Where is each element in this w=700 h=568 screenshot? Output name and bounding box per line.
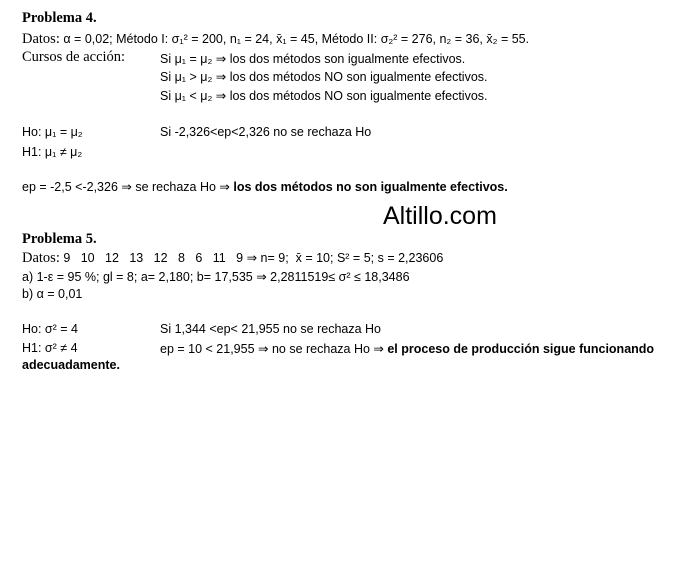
data-label: Datos: <box>22 250 60 266</box>
part-a: a) 1-ε = 95 %; gl = 8; a= 2,180; b= 17,535 ⇒ 2,2811519≤ σ² ≤ 18,3486 <box>22 270 410 284</box>
decision-rule: Si 1,344 <ep< 21,955 no se rechaza Ho <box>160 322 381 336</box>
test-statistic-result <box>22 179 508 194</box>
courses-of-action-label: Cursos de acción: <box>22 49 126 65</box>
course-of-action-1: Si μ₁ = μ₂ ⇒ los dos métodos son igualmente efectivos. <box>160 52 466 66</box>
null-hypothesis: Ho: μ₁ = μ₂ <box>22 125 83 139</box>
test-statistic: ep = 10 < 21,955 ⇒ no se rechaza Ho ⇒ <box>160 342 384 356</box>
conclusion-continued: adecuadamente. <box>22 358 120 372</box>
test-statistic: ep = -2,5 <-2,326 ⇒ se rechaza Ho ⇒ <box>22 180 230 194</box>
conclusion: los dos métodos no son igualmente efectivos. <box>233 180 508 194</box>
part-b: b) α = 0,01 <box>22 287 83 301</box>
data-label: Datos: <box>22 31 60 47</box>
conclusion: el proceso de producción sigue funcionando <box>387 342 655 356</box>
watermark: Altillo.com <box>383 202 497 230</box>
problem-5-data <box>22 250 443 267</box>
null-hypothesis: Ho: σ² = 4 <box>22 322 78 336</box>
data-values: α = 0,02; Método I: σ₁² = 200, n₁ = 24, x̄₁ = 45, Método II: σ₂² = 276, n₂ = 36, x̄₂ = 55. <box>63 32 530 46</box>
problem-4-data <box>22 31 529 48</box>
test-statistic-result <box>160 341 654 356</box>
decision-rule: Si -2,326<ep<2,326 no se rechaza Ho <box>160 125 372 139</box>
alternative-hypothesis: H1: μ₁ ≠ μ₂ <box>22 145 83 159</box>
problem-5-title: Problema 5. <box>22 231 97 247</box>
course-of-action-3: Si μ₁ < μ₂ ⇒ los dos métodos NO son igualmente efectivos. <box>160 89 488 103</box>
problem-4-title: Problema 4. <box>22 10 97 26</box>
data-values: 9 10 12 13 12 8 6 11 9 ⇒ n= 9; x̄ = 10; S² = 5; s = 2,23606 <box>63 251 444 265</box>
alternative-hypothesis: H1: σ² ≠ 4 <box>22 341 78 355</box>
course-of-action-2: Si μ₁ > μ₂ ⇒ los dos métodos NO son igualmente efectivos. <box>160 70 488 84</box>
